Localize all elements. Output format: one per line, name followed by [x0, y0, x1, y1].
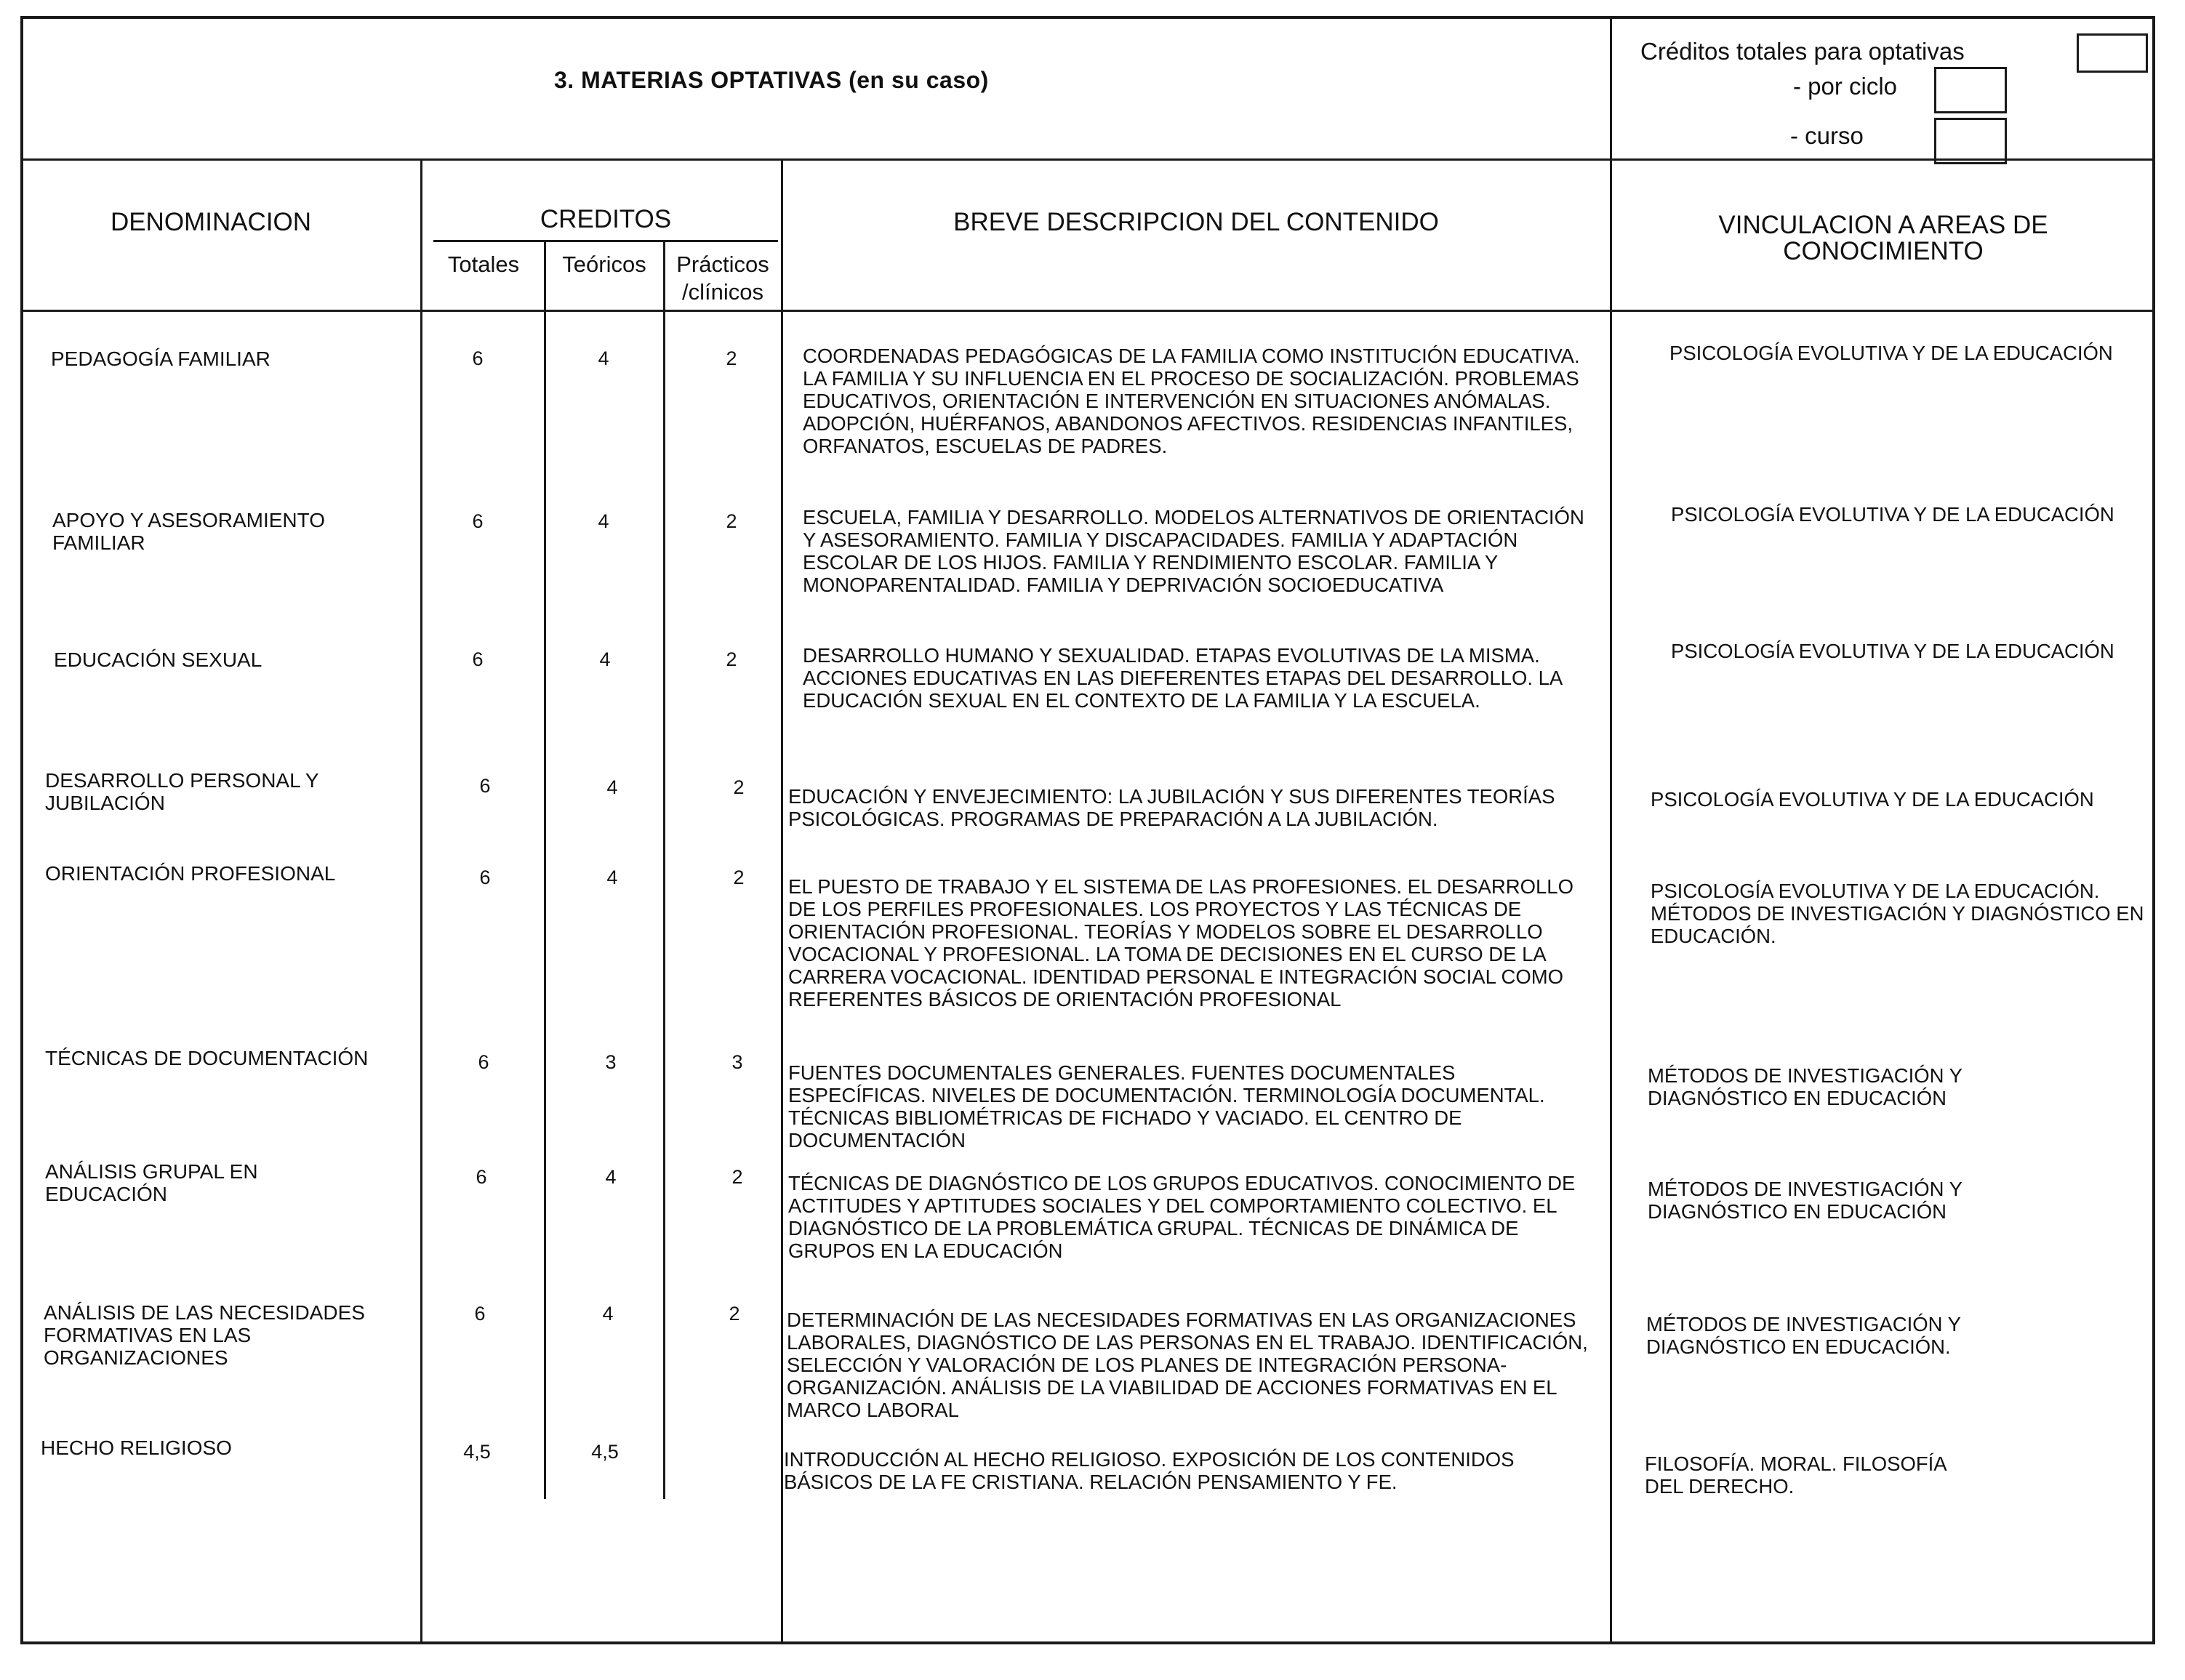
- row-2-name: APOYO Y ASESORAMIENTO FAMILIAR: [52, 509, 326, 554]
- row-3-area: PSICOLOGÍA EVOLUTIVA Y DE LA EDUCACIÓN: [1671, 640, 2114, 662]
- row-7-teoricos: 4: [605, 1166, 617, 1188]
- row-1-practicos: 2: [726, 347, 737, 369]
- row-3-teoricos: 4: [599, 648, 611, 670]
- row-1-totales: 6: [472, 347, 484, 369]
- header-divider: [22, 158, 2154, 161]
- row-5-teoricos: 4: [606, 867, 618, 888]
- row-2-teoricos: 4: [598, 510, 609, 532]
- row-5-name: ORIENTACIÓN PROFESIONAL: [45, 862, 336, 885]
- row-2-area: PSICOLOGÍA EVOLUTIVA Y DE LA EDUCACIÓN: [1671, 503, 2114, 526]
- row-8-practicos: 2: [729, 1303, 740, 1325]
- col-divider-desc: [781, 160, 783, 1643]
- row-4-totales: 6: [479, 775, 491, 797]
- row-8-totales: 6: [474, 1303, 486, 1325]
- row-4-description: EDUCACIÓN Y ENVEJECIMIENTO: LA JUBILACIÓN Y SUS DIFERENTES TEORÍAS PSICOLÓGICAS. PROGRAMAS DE PREPARACIÓN A LA JUBILACIÓN.: [788, 785, 1555, 830]
- row-3-totales: 6: [472, 648, 484, 670]
- row-5-practicos: 2: [733, 867, 745, 888]
- row-2-description: ESCUELA, FAMILIA Y DESARROLLO. MODELOS ALTERNATIVOS DE ORIENTACIÓN Y ASESORAMIENTO. FAMILIA Y DISCAPACIDADES. FAMILIA Y ADAPTACIÓN ESCOLAR DE LOS HIJOS. FAMILIA Y RENDIMIENTO ESCOLAR. FAMILIA Y MONOPARENTALIDAD. FAMILIA Y DEPRIVACIÓN SOCIOEDUCATIVA: [803, 506, 1584, 596]
- row-3-description: DESARROLLO HUMANO Y SEXUALIDAD. ETAPAS EVOLUTIVAS DE LA MISMA. ACCIONES EDUCATIVAS EN LAS DIEFERENTES ETAPAS DEL DESARROLLO. LA EDUCACIÓN SEXUAL EN EL CONTEXTO DE LA FAMILIA Y LA ESCUELA.: [803, 644, 1562, 712]
- row-6-practicos: 3: [731, 1051, 743, 1073]
- row-2-totales: 6: [472, 510, 484, 532]
- row-1-description: COORDENADAS PEDAGÓGICAS DE LA FAMILIA COMO INSTITUCIÓN EDUCATIVA. LA FAMILIA Y SU INFLUENCIA EN EL PROCESO DE SOCIALIZACIÓN. PROBLEMAS EDUCATIVOS, ORIENTACIÓN E INTERVENCIÓN EN SITUACIONES ANÓMALAS. ADOPCIÓN, HUÉRFANOS, ABANDONOS AFECTIVOS. RESIDENCIAS INFANTILES, ORFANATOS, ESCUELAS DE PADRES.: [803, 345, 1580, 457]
- row-9-area: FILOSOFÍA. MORAL. FILOSOFÍA DEL DERECHO.: [1645, 1452, 1947, 1498]
- col-divider-totales: [544, 241, 546, 1499]
- section-title-main: 3. MATERIAS OPTATIVAS: [554, 67, 842, 93]
- row-7-practicos: 2: [731, 1166, 743, 1188]
- row-8-teoricos: 4: [602, 1303, 614, 1325]
- col-header-clinicos: /clínicos: [682, 279, 763, 305]
- row-4-practicos: 2: [733, 776, 745, 798]
- per-course-box[interactable]: [1934, 118, 2007, 164]
- row-7-name: ANÁLISIS GRUPAL EN EDUCACIÓN: [45, 1160, 258, 1205]
- row-9-totales: 4,5: [463, 1441, 491, 1463]
- per-cycle-label: - por ciclo: [1793, 73, 1898, 100]
- row-8-name: ANÁLISIS DE LAS NECESIDADES FORMATIVAS EN LAS ORGANIZACIONES: [44, 1301, 365, 1369]
- per-cycle-box[interactable]: [1934, 67, 2007, 113]
- row-4-name: DESARROLLO PERSONAL Y JUBILACIÓN: [45, 769, 319, 814]
- row-6-area: MÉTODOS DE INVESTIGACIÓN Y DIAGNÓSTICO EN EDUCACIÓN: [1648, 1064, 1963, 1109]
- credits-total-label: Créditos totales para optativas: [1640, 38, 1965, 65]
- row-3-name: EDUCACIÓN SEXUAL: [54, 648, 262, 671]
- row-8-area: MÉTODOS DE INVESTIGACIÓN Y DIAGNÓSTICO EN EDUCACIÓN.: [1646, 1313, 1961, 1358]
- col-divider-teoricos: [663, 241, 665, 1499]
- row-2-practicos: 2: [726, 510, 737, 532]
- per-course-label: - curso: [1790, 122, 1864, 149]
- row-6-teoricos: 3: [605, 1051, 617, 1073]
- row-3-practicos: 2: [726, 648, 737, 670]
- row-5-description: EL PUESTO DE TRABAJO Y EL SISTEMA DE LAS PROFESIONES. EL DESARROLLO DE LOS PERFILES PROFESIONALES. LOS PROYECTOS Y LAS TÉCNICAS DE ORIENTACIÓN PROFESIONAL. TEORÍAS Y MODELOS SOBRE EL DESARROLLO VOCACIONAL Y PROFESIONAL. LA TOMA DE DECISIONES EN EL CURSO DE LA CARRERA VOCACIONAL. IDENTIDAD PERSONAL E INTEGRACIÓN SOCIAL COMO REFERENTES BÁSICOS DE ORIENTACIÓN PROFESIONAL: [788, 875, 1573, 1010]
- row-9-description: INTRODUCCIÓN AL HECHO RELIGIOSO. EXPOSICIÓN DE LOS CONTENIDOS BÁSICOS DE LA FE CRISTIANA. RELACIÓN PENSAMIENTO Y FE.: [784, 1448, 1515, 1493]
- col-header-creditos: CREDITOS: [540, 205, 672, 233]
- row-1-name: PEDAGOGÍA FAMILIAR: [51, 347, 270, 370]
- row-9-name: HECHO RELIGIOSO: [41, 1436, 232, 1459]
- col-header-totales: Totales: [447, 252, 520, 277]
- row-7-area: MÉTODOS DE INVESTIGACIÓN Y DIAGNÓSTICO EN EDUCACIÓN: [1648, 1178, 1963, 1223]
- row-6-description: FUENTES DOCUMENTALES GENERALES. FUENTES DOCUMENTALES ESPECÍFICAS. NIVELES DE DOCUMENTACIÓN. TERMINOLOGÍA DOCUMENTAL. TÉCNICAS BIBLIOMÉTRICAS DE FICHADO Y VACIADO. EL CENTRO DE DOCUMENTACIÓN: [788, 1061, 1545, 1152]
- col-header-vinculacion-2: CONOCIMIENTO: [1783, 237, 1984, 265]
- section-title-suffix: (en su caso): [849, 67, 989, 93]
- section-title: [554, 67, 989, 94]
- row-7-totales: 6: [476, 1166, 487, 1188]
- row-9-teoricos: 4,5: [591, 1441, 619, 1463]
- row-5-area: PSICOLOGÍA EVOLUTIVA Y DE LA EDUCACIÓN. MÉTODOS DE INVESTIGACIÓN Y DIAGNÓSTICO EN EDUCACIÓN.: [1651, 880, 2144, 947]
- col-header-denominacion: DENOMINACION: [110, 208, 312, 236]
- row-7-description: TÉCNICAS DE DIAGNÓSTICO DE LOS GRUPOS EDUCATIVOS. CONOCIMIENTO DE ACTITUDES Y APTITUDES SOCIALES Y DEL COMPORTAMIENTO COLECTIVO. EL DIAGNÓSTICO DE LA PROBLEMÁTICA GRUPAL. TÉCNICAS DE DINÁMICA DE GRUPOS EN LA EDUCACIÓN: [788, 1172, 1576, 1262]
- row-6-name: TÉCNICAS DE DOCUMENTACIÓN: [45, 1047, 369, 1069]
- row-1-teoricos: 4: [598, 347, 609, 369]
- row-1-area: PSICOLOGÍA EVOLUTIVA Y DE LA EDUCACIÓN: [1669, 342, 2113, 364]
- row-4-area: PSICOLOGÍA EVOLUTIVA Y DE LA EDUCACIÓN: [1651, 788, 2094, 811]
- creditos-divider: [433, 240, 778, 242]
- row-4-teoricos: 4: [606, 776, 618, 798]
- row-6-totales: 6: [478, 1051, 489, 1073]
- row-8-description: DETERMINACIÓN DE LAS NECESIDADES FORMATIVAS EN LAS ORGANIZACIONES LABORALES, DIAGNÓSTICO DE LAS PERSONAS EN EL TRABAJO. IDENTIFICACIÓN, SELECCIÓN Y VALORACIÓN DE LOS PLANES DE INTEGRACIÓN PERSONA-ORGANIZACIÓN. ANÁLISIS DE LA VIABILIDAD DE ACCIONES FORMATIVAS EN EL MARCO LABORAL: [787, 1309, 1588, 1421]
- col-header-practicos: Prácticos: [676, 252, 769, 277]
- col-header-descripcion: BREVE DESCRIPCION DEL CONTENIDO: [953, 208, 1439, 236]
- col-divider-name: [420, 160, 422, 1643]
- col-divider-area: [1610, 16, 1612, 1644]
- row-5-totales: 6: [479, 867, 491, 888]
- col-header-teoricos: Teóricos: [562, 252, 646, 277]
- columns-divider: [22, 310, 2154, 312]
- credits-total-box[interactable]: [2077, 33, 2148, 73]
- col-header-vinculacion-1: VINCULACION A AREAS DE: [1718, 211, 2048, 239]
